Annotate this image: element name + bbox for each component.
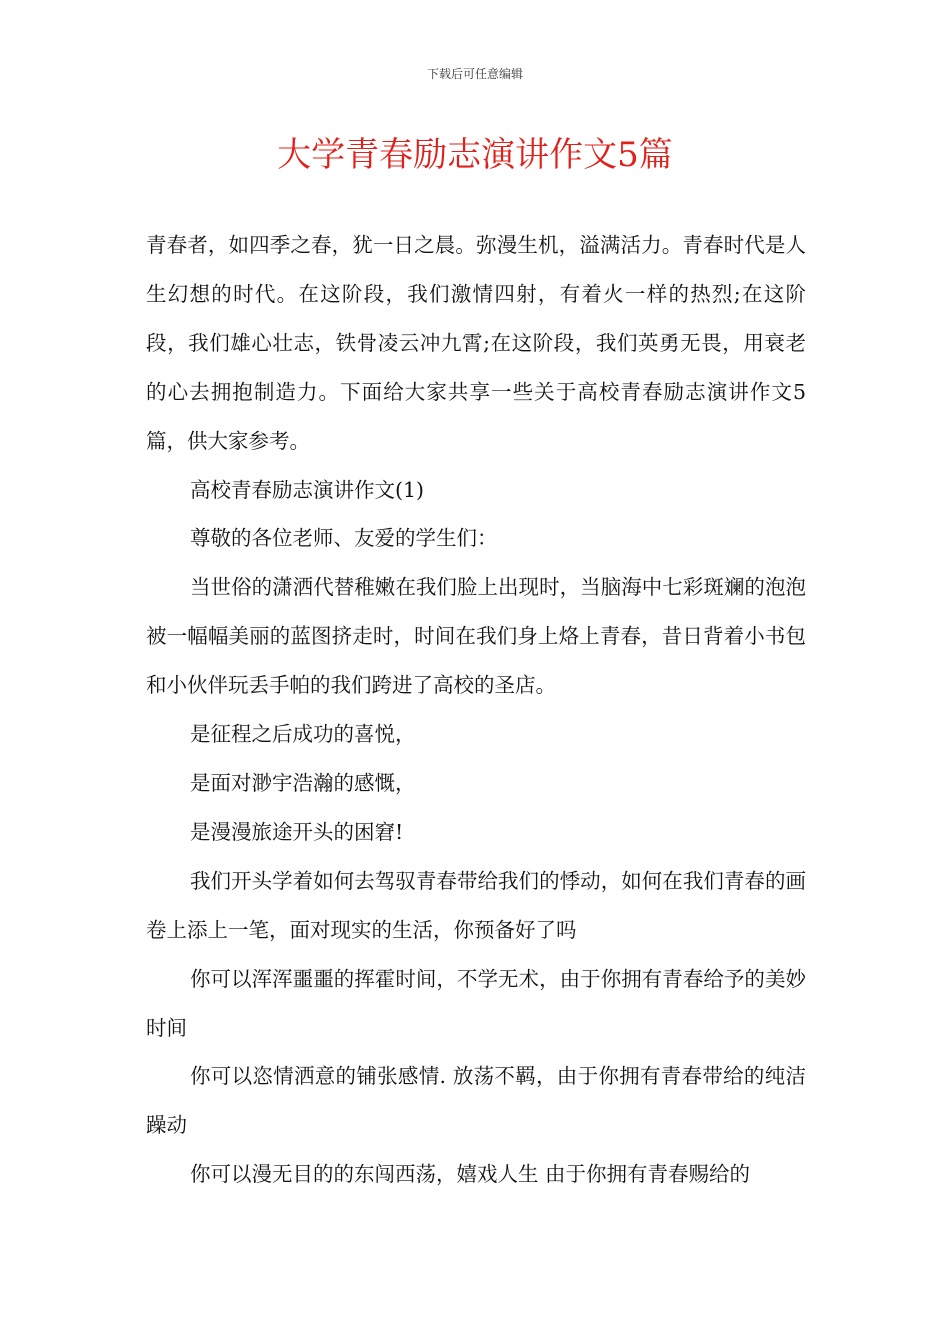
body-paragraph: 是漫漫旅途开头的困窘!	[190, 819, 404, 844]
header-note: 下载后可任意编辑	[426, 67, 523, 81]
body-paragraph: 你可以浑浑噩噩的挥霍时间，不学无术，由于你拥有青春给予的美妙时间	[146, 966, 806, 1040]
intro-paragraph: 青春者，如四季之春，犹一日之晨。弥漫生机，溢满活力。青春时代是人生幻想的时代。在这阶段，我们激情四射，有着火一样的热烈;在这阶段，我们雄心壮志，铁骨凌云冲九霄;在这阶段，我们英勇无畏，用衰老的心去拥抱制造力。下面给大家共享一些关于高校青春励志演讲作文5篇，供大家参考。	[146, 233, 806, 453]
document-title: 大学青春励志演讲作文5篇	[277, 135, 673, 175]
body-paragraph: 是面对渺宇浩瀚的感慨，	[190, 770, 416, 795]
section-heading: 高校青春励志演讲作文(1)	[190, 477, 425, 502]
body-paragraph: 我们开头学着如何去驾驭青春带给我们的悸动，如何在我们青春的画卷上添上一笔，面对现实的生活，你预备好了吗	[146, 868, 806, 942]
body-paragraph: 你可以恣情洒意的铺张感情. 放荡不羁，由于你拥有青春带给的纯洁躁动	[146, 1064, 806, 1138]
body-paragraph: 你可以漫无目的的东闯西荡，嬉戏人生 由于你拥有青春赐给的	[190, 1162, 751, 1187]
body-paragraph: 当世俗的潇洒代替稚嫩在我们脸上出现时，当脑海中七彩斑斓的泡泡被一幅幅美丽的蓝图挤走时，时间在我们身上烙上青春，昔日背着小书包和小伙伴玩丢手帕的我们跨进了高校的圣店。	[146, 575, 806, 698]
body-paragraph: 是征程之后成功的喜悦，	[190, 722, 416, 747]
salutation: 尊敬的各位老师、友爱的学生们：	[190, 526, 498, 551]
document-body	[146, 221, 806, 1199]
